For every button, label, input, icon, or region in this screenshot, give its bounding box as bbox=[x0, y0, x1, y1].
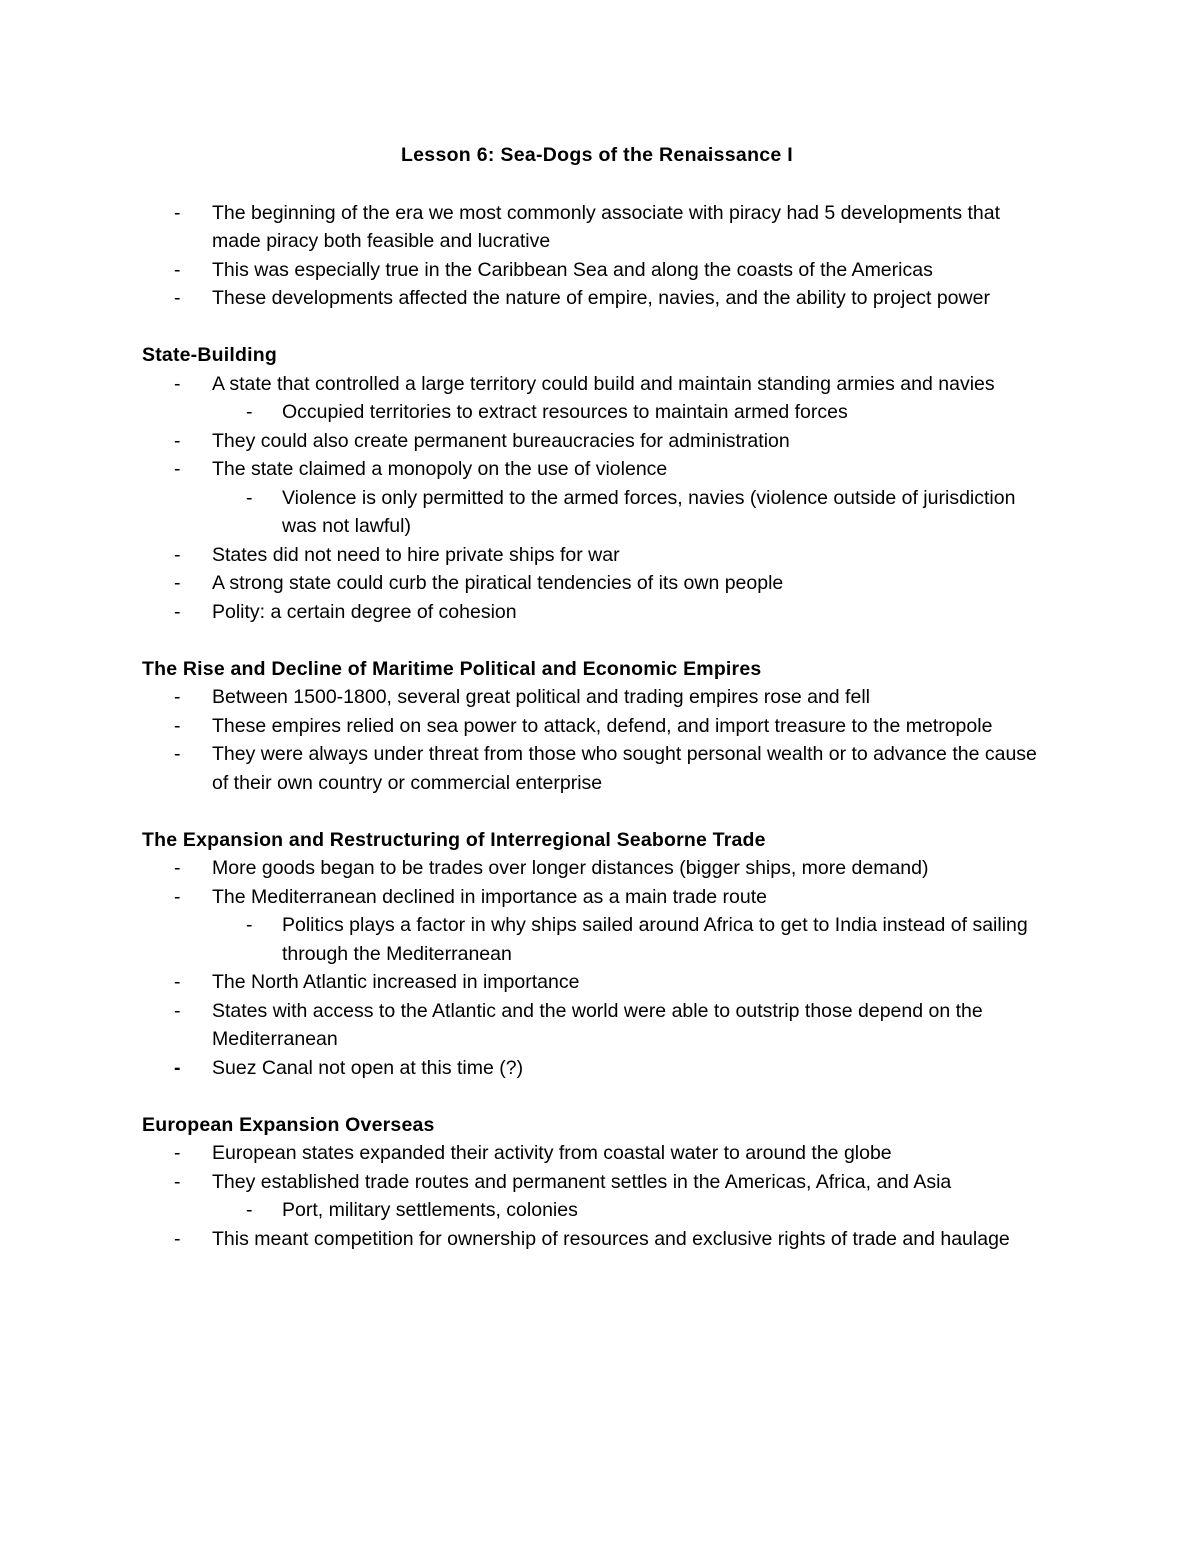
list-item-text: Suez Canal not open at this time (?) bbox=[212, 1056, 524, 1079]
list-item-text: The North Atlantic increased in importance bbox=[212, 971, 580, 993]
list-item bbox=[142, 1139, 1052, 1168]
bullet-dash: - bbox=[174, 1227, 181, 1250]
section-list bbox=[142, 854, 1052, 1082]
list-item-text: Polity: a certain degree of cohesion bbox=[212, 600, 517, 623]
bullet-dash: - bbox=[174, 1142, 181, 1164]
list-item bbox=[142, 968, 1052, 997]
list-item bbox=[142, 370, 1052, 427]
bullet-dash: - bbox=[174, 1056, 181, 1079]
sub-list-item bbox=[212, 398, 1052, 427]
bullet-dash: - bbox=[174, 258, 181, 281]
bullet-dash: - bbox=[174, 857, 181, 879]
bullet-dash: - bbox=[174, 201, 181, 224]
list-item-text: This meant competition for ownership of resources and exclusive rights of trade and haulage bbox=[212, 1227, 1010, 1250]
list-item bbox=[142, 1168, 1052, 1225]
sub-list bbox=[212, 398, 1052, 427]
list-item bbox=[142, 569, 1052, 598]
section-seaborne-trade bbox=[142, 826, 1052, 1083]
list-item bbox=[142, 199, 1052, 256]
list-item-text: They could also create permanent bureaucracies for administration bbox=[212, 429, 790, 452]
section-state-building bbox=[142, 341, 1052, 626]
section-list bbox=[142, 683, 1052, 797]
bullet-dash: - bbox=[174, 1170, 181, 1193]
section-heading: The Expansion and Restructuring of Interregional Seaborne Trade bbox=[142, 828, 766, 851]
sub-list-item-text: Occupied territories to extract resources to maintain armed forces bbox=[282, 401, 848, 423]
bullet-dash: - bbox=[246, 401, 253, 423]
sub-list-item bbox=[212, 484, 1052, 541]
list-item-text: The Mediterranean declined in importance as a main trade route bbox=[212, 885, 767, 908]
document-page bbox=[142, 141, 1052, 1282]
sub-list-item-text: Politics plays a factor in why ships sailed around Africa to get to India instead of sailing through the Mediterranean bbox=[282, 914, 1028, 965]
section-rise-and-decline bbox=[142, 655, 1052, 798]
list-item bbox=[142, 455, 1052, 541]
sub-list bbox=[212, 911, 1052, 968]
section-heading: The Rise and Decline of Maritime Political and Economic Empires bbox=[142, 657, 762, 680]
intro-list bbox=[142, 199, 1052, 313]
list-item-text: These empires relied on sea power to attack, defend, and import treasure to the metropole bbox=[212, 714, 993, 737]
bullet-dash: - bbox=[174, 372, 181, 395]
bullet-dash: - bbox=[246, 914, 253, 936]
list-item bbox=[142, 1225, 1052, 1254]
section-list bbox=[142, 370, 1052, 627]
list-item-text: States did not need to hire private ships for war bbox=[212, 543, 620, 566]
list-item-text: States with access to the Atlantic and the world were able to outstrip those depend on the Mediterranean bbox=[212, 999, 983, 1050]
sub-list bbox=[212, 1196, 1052, 1225]
list-item bbox=[142, 740, 1052, 797]
list-item-text: A state that controlled a large territory could build and maintain standing armies and navies bbox=[212, 372, 995, 395]
section-european-expansion bbox=[142, 1111, 1052, 1254]
intro-section bbox=[142, 199, 1052, 313]
list-item-text: A strong state could curb the piratical tendencies of its own people bbox=[212, 572, 784, 594]
list-item bbox=[142, 541, 1052, 570]
list-item-text: This was especially true in the Caribbean Sea and along the coasts of the Americas bbox=[212, 258, 933, 281]
list-item-text: European states expanded their activity from coastal water to around the globe bbox=[212, 1142, 892, 1164]
bullet-dash: - bbox=[174, 543, 181, 566]
list-item bbox=[142, 284, 1052, 313]
bullet-dash: - bbox=[174, 458, 181, 480]
bullet-dash: - bbox=[174, 885, 181, 908]
list-item-text: Between 1500-1800, several great political and trading empires rose and fell bbox=[212, 686, 870, 708]
page-title: Lesson 6: Sea-Dogs of the Renaissance I bbox=[400, 144, 794, 166]
list-item bbox=[142, 883, 1052, 969]
section-heading: European Expansion Overseas bbox=[142, 1113, 435, 1136]
list-item bbox=[142, 256, 1052, 285]
list-item bbox=[142, 997, 1052, 1054]
bullet-dash: - bbox=[174, 714, 181, 737]
list-item bbox=[142, 712, 1052, 741]
section-list bbox=[142, 1139, 1052, 1253]
sub-list-item-text: Violence is only permitted to the armed forces, navies (violence outside of jurisdiction was not lawful) bbox=[282, 486, 1016, 537]
sub-list-item-text: Port, military settlements, colonies bbox=[282, 1199, 578, 1221]
bullet-dash: - bbox=[174, 572, 181, 594]
sub-list-item bbox=[212, 911, 1052, 968]
list-item-text: The state claimed a monopoly on the use of violence bbox=[212, 458, 668, 480]
list-item-text: More goods began to be trades over longer distances (bigger ships, more demand) bbox=[212, 857, 929, 879]
bullet-dash: - bbox=[174, 287, 181, 309]
bullet-dash: - bbox=[174, 600, 181, 623]
section-heading: State-Building bbox=[142, 344, 277, 366]
list-item bbox=[142, 427, 1052, 456]
bullet-dash: - bbox=[246, 1199, 253, 1221]
bullet-dash: - bbox=[174, 971, 181, 993]
bullet-dash: - bbox=[174, 999, 181, 1022]
sub-list bbox=[212, 484, 1052, 541]
bullet-dash: - bbox=[174, 686, 181, 708]
bullet-dash: - bbox=[246, 486, 253, 509]
list-item-text: They were always under threat from those who sought personal wealth or to advance the cause of their own country or commercial enterprise bbox=[212, 743, 1037, 794]
list-item bbox=[142, 683, 1052, 712]
list-item bbox=[142, 854, 1052, 883]
list-item-text: The beginning of the era we most commonly associate with piracy had 5 developments that made piracy both feasible and lucrative bbox=[212, 201, 1001, 252]
list-item-text: These developments affected the nature of empire, navies, and the ability to project power bbox=[212, 287, 990, 309]
bullet-dash: - bbox=[174, 429, 181, 452]
list-item bbox=[142, 1054, 1052, 1083]
bullet-dash: - bbox=[174, 743, 181, 765]
sub-list-item bbox=[212, 1196, 1052, 1225]
list-item-text: They established trade routes and permanent settles in the Americas, Africa, and Asia bbox=[212, 1170, 952, 1193]
list-item bbox=[142, 598, 1052, 627]
